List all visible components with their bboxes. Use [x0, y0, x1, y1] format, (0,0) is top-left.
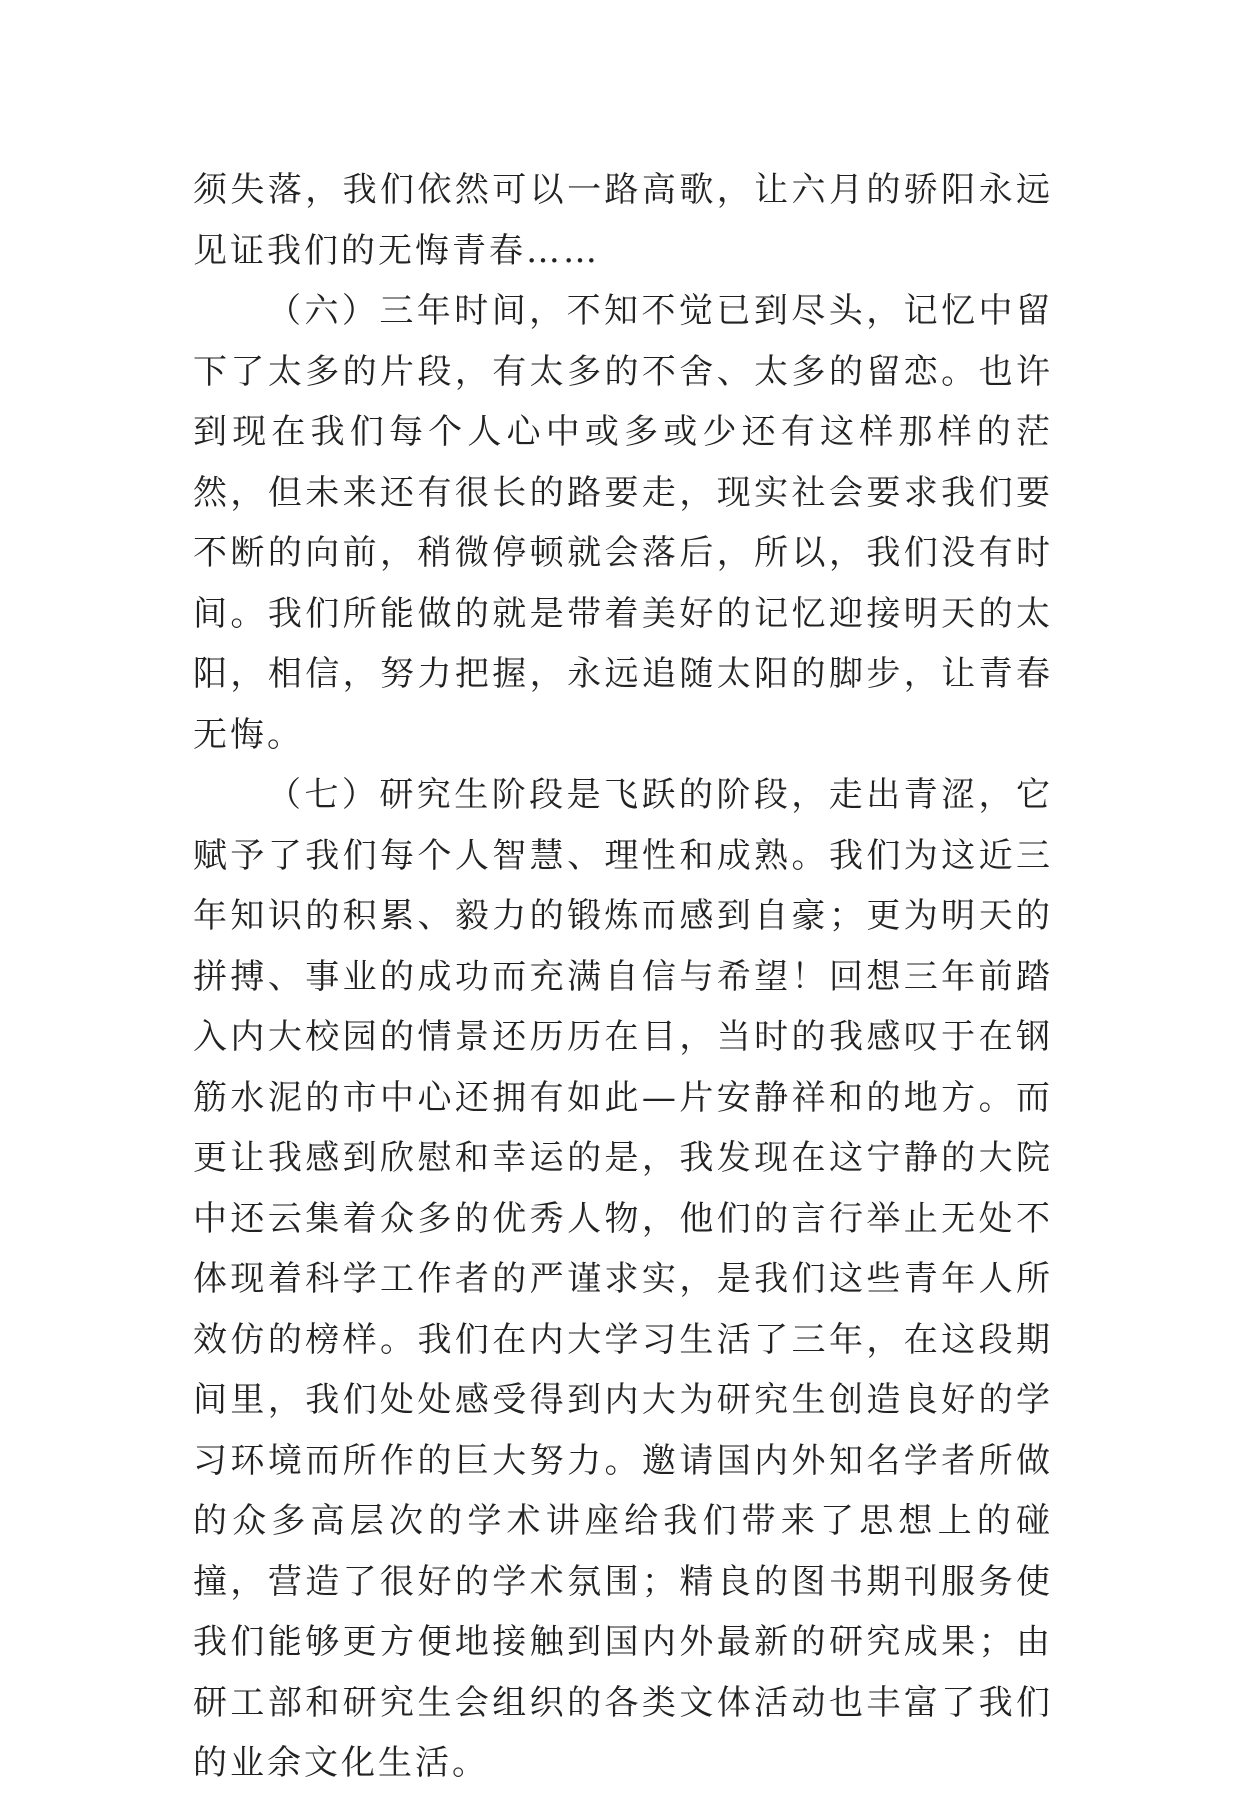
- paragraph-seven: （七）研究生阶段是飞跃的阶段，走出青涩，它赋予了我们每个人智慧、理性和成熟。我们为这近三年知识的积累、毅力的锻炼而感到自豪；更为明天的拼搏、事业的成功而充满自信与希望！回想三年前踏入内大校园的情景还历历在目，当时的我感叹于在钢筋水泥的市中心还拥有如此—片安静祥和的地方。而更让我感到欣慰和幸运的是，我发现在这宁静的大院中还云集着众多的优秀人物，他们的言行举止无处不体现着科学工作者的严谨求实，是我们这些青年人所效仿的榜样。我们在内大学习生活了三年，在这段期间里，我们处处感受得到内大为研究生创造良好的学习环境而所作的巨大努力。邀请国内外知名学者所做的众多高层次的学术讲座给我们带来了思想上的碰撞，营造了很好的学术氛围；精良的图书期刊服务使我们能够更方便地接触到国内外最新的研究成果；由研工部和研究生会组织的各类文体活动也丰富了我们的业余文化生活。: [193, 775, 1053, 1783]
- document-body: [193, 160, 1053, 1794]
- paragraph-six: （六）三年时间，不知不觉已到尽头，记忆中留下了太多的片段，有太多的不舍、太多的留恋。也许到现在我们每个人心中或多或少还有这样那样的茫然，但未来还有很长的路要走，现实社会要求我们要不断的向前，稍微停顿就会落后，所以，我们没有时间。我们所能做的就是带着美好的记忆迎接明天的太阳，相信，努力把握，永远追随太阳的脚步，让青春无悔。: [193, 291, 1053, 755]
- paragraph-continued: 须失落，我们依然可以一路高歌，让六月的骄阳永远见证我们的无悔青春……: [193, 170, 1053, 271]
